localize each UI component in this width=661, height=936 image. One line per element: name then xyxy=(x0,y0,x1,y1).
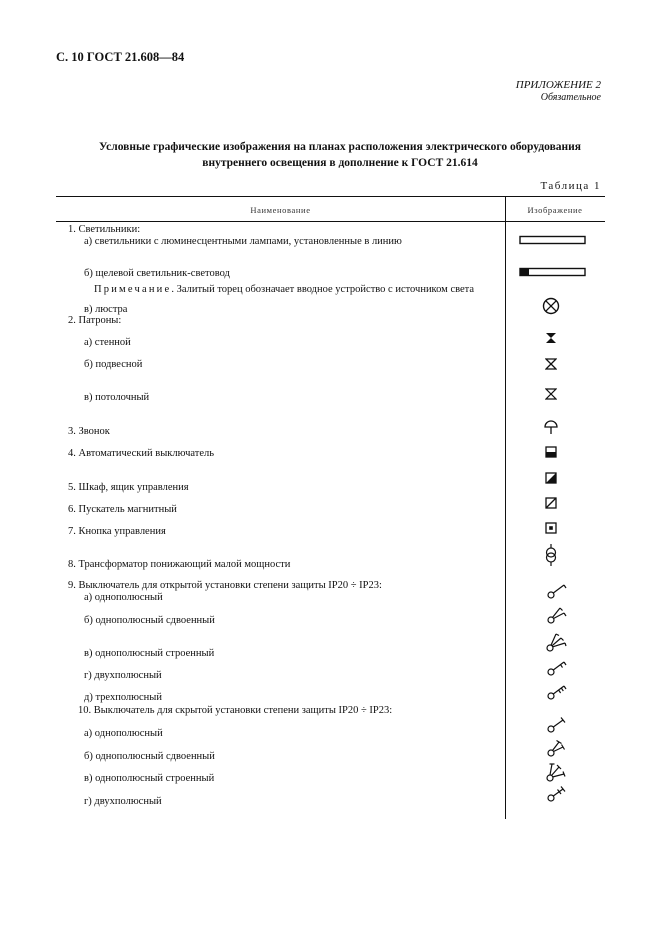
column-header-image: Изображение xyxy=(527,205,583,215)
hidden-switch-single-pole-icon xyxy=(547,717,567,733)
hidden-switch-double-pole-icon xyxy=(547,786,567,802)
table-row: б) щелевой светильник-световод xyxy=(84,268,230,279)
appendix-label: ПРИЛОЖЕНИЕ 2 xyxy=(515,79,601,91)
table-row: 9. Выключатель для открытой установки степени защиты IP20 ÷ IP23: xyxy=(68,580,382,591)
table-row: 6. Пускатель магнитный xyxy=(68,504,177,515)
table-top-rule xyxy=(56,196,605,197)
switch-triple-icon xyxy=(546,632,568,652)
wall-socket-icon xyxy=(545,332,557,344)
table-row: 3. Звонок xyxy=(68,426,110,437)
table-row: а) однополюсный xyxy=(84,728,163,739)
table-row: а) стенной xyxy=(84,337,131,348)
table-row: 5. Шкаф, ящик управления xyxy=(68,482,189,493)
table-row: а) однополюсный xyxy=(84,592,163,603)
bell-icon xyxy=(543,419,559,435)
control-cabinet-icon xyxy=(545,472,557,484)
table-row: 2. Патроны: xyxy=(68,315,122,326)
table-row: в) люстра xyxy=(84,304,128,315)
table-header-rule xyxy=(56,221,605,222)
table-column-divider xyxy=(505,196,506,819)
table-row: 10. Выключатель для скрытой установки степени защиты IP20 ÷ IP23: xyxy=(78,705,393,716)
hidden-switch-triple-icon xyxy=(545,762,567,782)
table-row: 1. Светильники: xyxy=(68,224,141,235)
note-text: . Залитый торец обозначает вводное устройство с источником света xyxy=(171,284,475,295)
table-row: б) подвесной xyxy=(84,359,143,370)
note-label: Примечание xyxy=(94,284,172,295)
hidden-switch-twin-icon xyxy=(547,739,567,757)
table-row: в) однополюсный строенный xyxy=(84,648,215,659)
switch-twin-icon xyxy=(547,606,567,624)
slot-luminaire-icon xyxy=(519,267,587,277)
page-header: С. 10 ГОСТ 21.608—84 xyxy=(56,50,185,64)
table-row: а) светильники с люминесцентными лампами, установленные в линию xyxy=(84,236,402,247)
table-row: б) однополюсный сдвоенный xyxy=(84,751,215,762)
table-note xyxy=(94,284,474,295)
switch-double-pole-icon xyxy=(547,660,567,676)
pendant-socket-icon xyxy=(545,358,557,370)
appendix-status: Обязательное xyxy=(540,92,601,103)
title-line-1: Условные графические изображения на планах расположения электрического оборудования xyxy=(98,141,582,153)
table-number: Таблица 1 xyxy=(540,180,601,192)
table-row: г) двухполюсный xyxy=(84,670,162,681)
title-line-2: внутреннего освещения в дополнение к ГОСТ 21.614 xyxy=(202,157,478,169)
fluorescent-line-luminaire-icon xyxy=(519,235,587,245)
switch-single-pole-icon xyxy=(547,583,567,599)
table-row: 4. Автоматический выключатель xyxy=(68,448,215,459)
table-row: 7. Кнопка управления xyxy=(68,526,166,537)
column-header-name: Наименование xyxy=(250,205,311,215)
circuit-breaker-icon xyxy=(545,446,557,458)
table-row: в) потолочный xyxy=(84,392,150,403)
chandelier-icon xyxy=(542,297,560,315)
switch-triple-pole-icon xyxy=(547,684,567,700)
transformer-icon xyxy=(545,544,557,566)
table-row: б) однополюсный сдвоенный xyxy=(84,615,215,626)
table-row: д) трехполюсный xyxy=(84,692,162,703)
ceiling-socket-icon xyxy=(545,388,557,400)
table-row: г) двухполюсный xyxy=(84,796,162,807)
table-row: в) однополюсный строенный xyxy=(84,773,215,784)
magnetic-starter-icon xyxy=(545,497,557,509)
control-button-icon xyxy=(545,522,557,534)
table-row: 8. Трансформатор понижающий малой мощности xyxy=(68,559,291,570)
document-title xyxy=(40,139,640,171)
